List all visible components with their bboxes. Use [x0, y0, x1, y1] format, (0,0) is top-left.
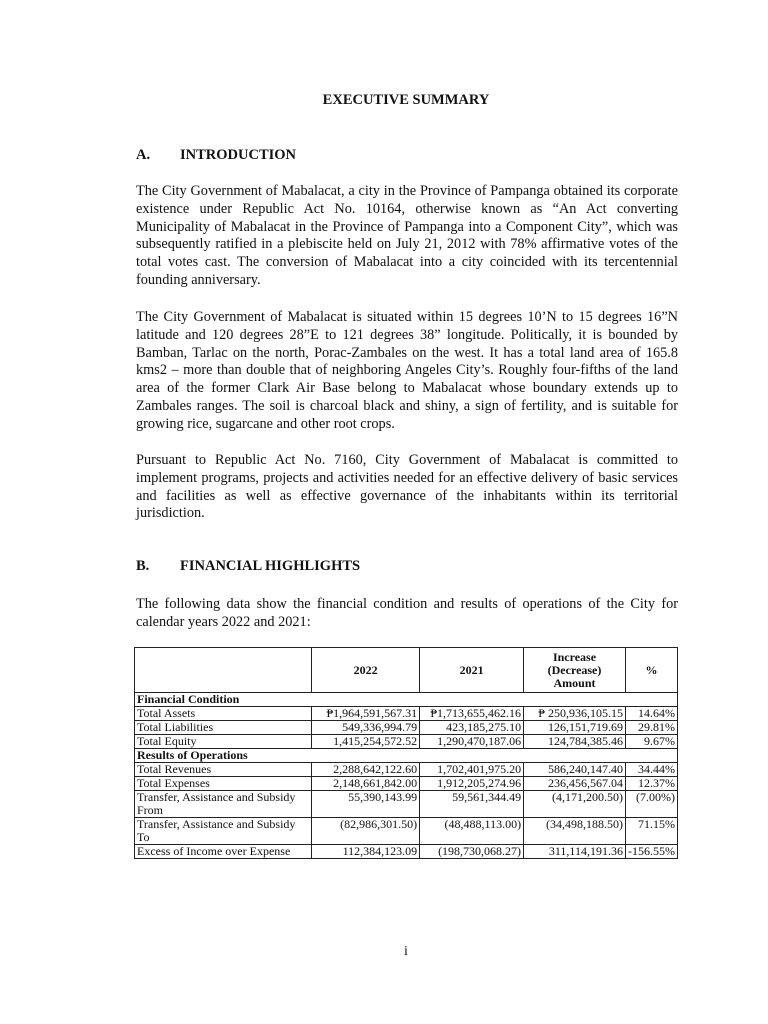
- cell-percent: 14.64%: [625, 707, 677, 721]
- cell-2022: 1,415,254,572.52: [312, 735, 420, 749]
- cell-percent: -156.55%: [625, 845, 677, 859]
- table-row: [135, 845, 678, 859]
- table-row: [135, 791, 678, 818]
- cell-2021: (48,488,113.00): [420, 818, 524, 845]
- cell-2022: 2,288,642,122.60: [312, 763, 420, 777]
- cell-2021: 59,561,344.49: [420, 791, 524, 818]
- row-label: Total Revenues: [135, 763, 312, 777]
- cell-percent: (7.00%): [625, 791, 677, 818]
- group-row-results-of-operations: [135, 749, 678, 763]
- section-b-title: FINANCIAL HIGHLIGHTS: [180, 558, 361, 574]
- table-row: [135, 763, 678, 777]
- table-row: [135, 777, 678, 791]
- header-2021: 2021: [420, 648, 524, 693]
- group-label: Financial Condition: [135, 693, 312, 707]
- row-label: Transfer, Assistance and Subsidy To: [135, 818, 312, 845]
- cell-percent: 71.15%: [625, 818, 677, 845]
- page-title: EXECUTIVE SUMMARY: [322, 92, 490, 108]
- cell-2021: 1,912,205,274.96: [420, 777, 524, 791]
- cell-change: (4,171,200.50): [524, 791, 626, 818]
- cell-2021: 1,702,401,975.20: [420, 763, 524, 777]
- cell-change: 126,151,719.69: [524, 721, 626, 735]
- section-a-title: INTRODUCTION: [180, 147, 297, 163]
- section-b-heading: [136, 558, 360, 575]
- section-a-letter: A.: [136, 147, 151, 163]
- section-a-heading: [136, 147, 296, 164]
- table-row: [135, 707, 678, 721]
- cell-2022: (82,986,301.50): [312, 818, 420, 845]
- cell-2021: 1,290,470,187.06: [420, 735, 524, 749]
- cell-change: 586,240,147.40: [524, 763, 626, 777]
- cell-2022: 549,336,994.79: [312, 721, 420, 735]
- header-2022: 2022: [312, 648, 420, 693]
- cell-change: (34,498,188.50): [524, 818, 626, 845]
- row-label: Transfer, Assistance and Subsidy From: [135, 791, 312, 818]
- cell-percent: 29.81%: [625, 721, 677, 735]
- intro-paragraph-1: The City Government of Mabalacat, a city in the Province of Pampanga obtained its corporate existence under Republic Act No. 10164, otherwise known as “An Act converting Municipality of Mabalacat in the Province of Pampanga into a Component City”, which was subsequently ratified in a plebiscite held on July 21, 2012 with 78% affirmative votes of the total votes cast. The conversion of Mabalacat into a city coincided with its tercentennial founding anniversary.: [136, 183, 678, 288]
- cell-2022: 112,384,123.09: [312, 845, 420, 859]
- cell-change: ₱ 250,936,105.15: [524, 707, 626, 721]
- cell-2021: (198,730,068.27): [420, 845, 524, 859]
- cell-change: 124,784,385.46: [524, 735, 626, 749]
- cell-2022: 2,148,661,842.00: [312, 777, 420, 791]
- group-label: Results of Operations: [135, 749, 312, 763]
- table-row: [135, 735, 678, 749]
- intro-paragraph-3: Pursuant to Republic Act No. 7160, City Government of Mabalacat is committed to implement programs, projects and activities needed for an effective delivery of basic services and facilities as well as effective governance of the inhabitants within its territorial jurisdiction.: [136, 452, 678, 522]
- row-label: Excess of Income over Expense: [135, 845, 312, 859]
- row-label: Total Expenses: [135, 777, 312, 791]
- header-percent: %: [625, 648, 677, 693]
- table-row: [135, 721, 678, 735]
- table-row: [135, 818, 678, 845]
- header-change-line1: Increase: [552, 649, 597, 664]
- row-label: Total Assets: [135, 707, 312, 721]
- header-change-amount: [524, 648, 626, 693]
- page-number: i: [404, 944, 408, 959]
- header-change-line3: Amount: [553, 675, 596, 690]
- cell-change: 311,114,191.36: [524, 845, 626, 859]
- group-blank: [312, 749, 678, 763]
- cell-2021: ₱1,713,655,462.16: [420, 707, 524, 721]
- cell-percent: 34.44%: [625, 763, 677, 777]
- cell-percent: 9.67%: [625, 735, 677, 749]
- cell-change: 236,456,567.04: [524, 777, 626, 791]
- cell-2021: 423,185,275.10: [420, 721, 524, 735]
- financial-highlights-table: [134, 647, 678, 859]
- group-blank: [312, 693, 678, 707]
- cell-percent: 12.37%: [625, 777, 677, 791]
- header-label-cell: [135, 648, 312, 693]
- intro-paragraph-2: The City Government of Mabalacat is situated within 15 degrees 10’N to 15 degrees 16”N latitude and 120 degrees 28”E to 121 degrees 38” longitude. Politically, it is bounded by Bamban, Tarlac on the north, Porac-Zambales on the west. It has a total land area of 165.8 kms2 – more than double that of neighboring Angeles City’s. Roughly four-fifths of the land area of the former Clark Air Base belong to Mabalacat whose boundary extends up to Zambales ranges. The soil is charcoal black and shiny, a sign of fertility, and is suitable for growing rice, sugarcane and other root crops.: [136, 309, 678, 432]
- header-change-line2: (Decrease): [547, 662, 602, 677]
- cell-2022: ₱1,964,591,567.31: [312, 707, 420, 721]
- section-b-letter: B.: [136, 558, 150, 574]
- table-header-row: [135, 648, 678, 693]
- group-row-financial-condition: [135, 693, 678, 707]
- row-label: Total Equity: [135, 735, 312, 749]
- row-label: Total Liabilities: [135, 721, 312, 735]
- financial-intro-paragraph: The following data show the financial condition and results of operations of the City for calendar years 2022 and 2021:: [136, 596, 678, 630]
- cell-2022: 55,390,143.99: [312, 791, 420, 818]
